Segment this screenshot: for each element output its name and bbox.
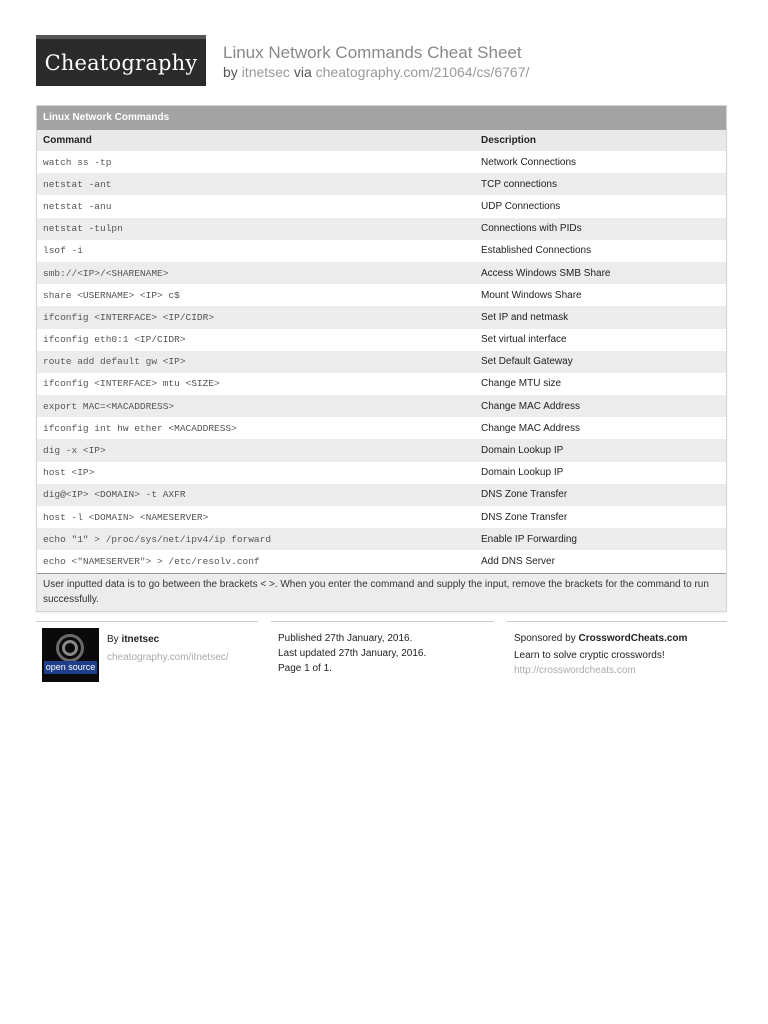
command-cell: lsof -i xyxy=(43,245,83,257)
signal-ring-inner xyxy=(62,640,78,656)
command-cell: route add default gw <IP> xyxy=(43,356,186,368)
logo-text: Cheatography xyxy=(44,50,198,75)
updated-date: Last updated 27th January, 2016. xyxy=(278,648,427,659)
command-cell: ifconfig eth0:1 <IP/CIDR> xyxy=(43,334,186,346)
by-word: by xyxy=(223,64,238,80)
commands-panel xyxy=(36,105,727,612)
column-header-command: Command xyxy=(43,135,92,146)
command-cell: netstat -anu xyxy=(43,200,112,212)
command-cell: smb://<IP>/<SHARENAME> xyxy=(43,267,169,279)
byline xyxy=(223,64,529,80)
command-cell: dig@<IP> <DOMAIN> -t AXFR xyxy=(43,489,186,501)
table-row xyxy=(37,240,726,262)
command-cell: ifconfig int hw ether <MACADDRESS> xyxy=(43,422,237,434)
command-cell: echo <"NAMESERVER"> > /etc/resolv.conf xyxy=(43,555,260,567)
command-cell: netstat -tulpn xyxy=(43,223,123,235)
table-row xyxy=(37,506,726,528)
command-cell: host -l <DOMAIN> <NAMESERVER> xyxy=(43,511,209,523)
sheet-url-link[interactable]: cheatography.com/21064/cs/6767/ xyxy=(315,64,530,80)
table-row xyxy=(37,550,726,572)
via-word: via xyxy=(293,64,312,80)
footer-author-link[interactable]: itnetsec xyxy=(121,634,160,645)
description-cell: Change MAC Address xyxy=(481,422,580,434)
table-row xyxy=(37,195,726,217)
table-body xyxy=(37,151,726,573)
panel-title: Linux Network Commands xyxy=(37,106,726,130)
table-row xyxy=(37,439,726,461)
table-row xyxy=(37,151,726,173)
author-profile-link[interactable]: cheatography.com/itnetsec/ xyxy=(107,652,229,663)
sponsor-url[interactable]: http://crosswordcheats.com xyxy=(514,665,636,676)
usage-note: User inputted data is to go between the brackets < >. When you enter the command and supply the input, remove the brackets for the command to run successfully. xyxy=(37,573,726,611)
command-cell: netstat -ant xyxy=(43,178,112,190)
command-cell: dig -x <IP> xyxy=(43,445,106,457)
description-cell: TCP connections xyxy=(481,178,557,190)
table-row xyxy=(37,306,726,328)
description-cell: Established Connections xyxy=(481,245,592,257)
command-cell: ifconfig <INTERFACE> <IP/CIDR> xyxy=(43,311,215,323)
page-title: Linux Network Commands Cheat Sheet xyxy=(223,43,522,62)
description-cell: Enable IP Forwarding xyxy=(481,533,577,545)
table-row xyxy=(37,284,726,306)
page-count: Page 1 of 1. xyxy=(278,663,332,674)
command-cell: echo "1" > /proc/sys/net/ipv4/ip forward xyxy=(43,533,272,545)
description-cell: DNS Zone Transfer xyxy=(481,511,568,523)
footer-author xyxy=(36,621,258,672)
table-row xyxy=(37,528,726,550)
footer-dates xyxy=(271,621,494,676)
by-label: By xyxy=(107,634,119,645)
table-row xyxy=(37,395,726,417)
published-date: Published 27th January, 2016. xyxy=(278,633,413,644)
description-cell: Access Windows SMB Share xyxy=(481,267,611,279)
description-cell: Set Default Gateway xyxy=(481,356,573,368)
command-cell: share <USERNAME> <IP> c$ xyxy=(43,289,180,301)
description-cell: UDP Connections xyxy=(481,200,561,212)
table-row xyxy=(37,173,726,195)
author-link[interactable]: itnetsec xyxy=(241,64,290,80)
sponsor-tagline: Learn to solve cryptic crosswords! xyxy=(514,650,665,661)
description-cell: Set IP and netmask xyxy=(481,311,569,323)
description-cell: Domain Lookup IP xyxy=(481,467,564,479)
command-cell: ifconfig <INTERFACE> mtu <SIZE> xyxy=(43,378,220,390)
column-header-description: Description xyxy=(481,135,537,146)
description-cell: Connections with PIDs xyxy=(481,223,582,235)
description-cell: DNS Zone Transfer xyxy=(481,489,568,501)
description-cell: Add DNS Server xyxy=(481,555,555,567)
sponsored-label: Sponsored by xyxy=(514,633,576,644)
table-row xyxy=(37,484,726,506)
description-cell: Domain Lookup IP xyxy=(481,445,564,457)
table-header-row xyxy=(37,130,726,151)
sponsor-link[interactable]: CrosswordCheats.com xyxy=(578,633,688,644)
description-cell: Change MAC Address xyxy=(481,400,580,412)
footer-sponsor xyxy=(507,621,727,678)
table-row xyxy=(37,351,726,373)
table-row xyxy=(37,329,726,351)
description-cell: Change MTU size xyxy=(481,378,562,390)
command-cell: host <IP> xyxy=(43,467,95,479)
table-row xyxy=(37,262,726,284)
description-cell: Mount Windows Share xyxy=(481,289,582,301)
command-cell: export MAC=<MACADDRESS> xyxy=(43,400,175,412)
table-row xyxy=(37,218,726,240)
table-row xyxy=(37,373,726,395)
description-cell: Network Connections xyxy=(481,156,577,168)
avatar-badge: open source xyxy=(45,662,96,672)
table-row xyxy=(37,417,726,439)
author-avatar[interactable] xyxy=(42,628,99,682)
table-row xyxy=(37,462,726,484)
description-cell: Set virtual interface xyxy=(481,334,567,346)
command-cell: watch ss -tp xyxy=(43,156,112,168)
cheatography-logo[interactable] xyxy=(36,35,206,86)
